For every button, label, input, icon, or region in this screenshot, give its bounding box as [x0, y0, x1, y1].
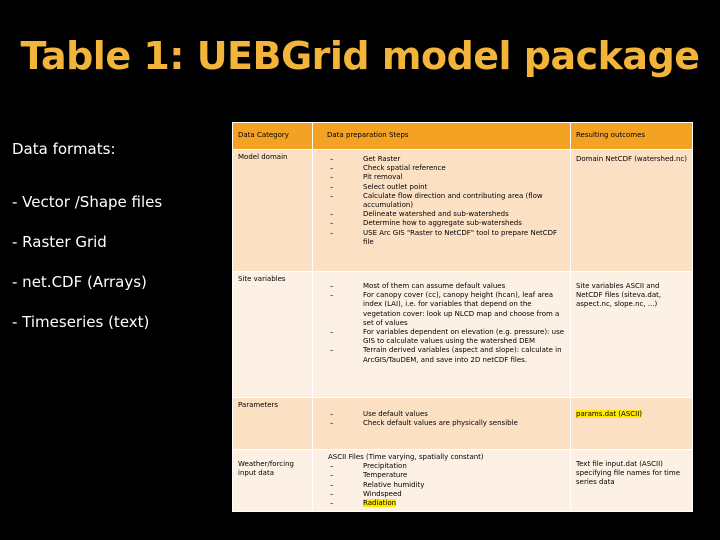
outcome-cell	[571, 398, 693, 450]
outcome-cell: Domain NetCDF (watershed.nc)	[571, 150, 693, 272]
list-item: – Terrain derived variables (aspect and slope): calculate in ArcGIS/TauDEM, and save into 2D netCDF files.	[318, 346, 565, 364]
list-item: – Use default values	[318, 410, 565, 419]
steps-cell	[313, 450, 571, 512]
data-formats-list	[12, 193, 227, 353]
category-cell: Model domain	[233, 150, 313, 272]
list-item: – Delineate watershed and sub-watersheds	[318, 210, 565, 219]
category-cell: Parameters	[233, 398, 313, 450]
header-data-category: Data Category	[233, 123, 313, 150]
params-file-highlight: params.dat (ASCII)	[576, 410, 643, 418]
format-item-raster: - Raster Grid	[12, 233, 107, 251]
list-item: – Calculate flow direction and contributing area (flow accumulation)	[318, 192, 565, 210]
category-cell: Weather/forcing input data	[233, 450, 313, 512]
outcome-cell: Text file input.dat (ASCII) specifying file names for time series data	[571, 450, 693, 512]
list-item: – For variables dependent on elevation (e.g. pressure): use GIS to calculate values using the watershed DEM	[318, 328, 565, 346]
category-cell: Site variables	[233, 272, 313, 398]
list-item	[318, 499, 565, 508]
list-item: – For canopy cover (cc), canopy height (hcan), leaf area index (LAI), i.e. for variables that depend on the vegetation cover: look up NLCD map and choose from a set of values	[318, 291, 565, 328]
list-item: – Most of them can assume default values	[318, 282, 565, 291]
outcome-cell: Site variables ASCII and NetCDF files (siteva.dat, aspect.nc, slope.nc, ...)	[571, 272, 693, 398]
table-header-row	[233, 123, 693, 150]
list-item: – Check default values are physically sensible	[318, 419, 565, 428]
table-row	[233, 272, 693, 398]
data-formats-heading: Data formats:	[12, 140, 116, 158]
format-item-vector: - Vector /Shape files	[12, 193, 163, 211]
list-item: – Precipitation	[318, 462, 565, 471]
header-preparation-steps: Data preparation Steps	[313, 123, 571, 150]
table-row	[233, 450, 693, 512]
list-item: – Determine how to aggregate sub-watersheds	[318, 219, 565, 228]
steps-cell	[313, 398, 571, 450]
steps-list	[318, 462, 565, 508]
list-item: – Get Raster	[318, 155, 565, 164]
format-item-timeseries: - Timeseries (text)	[12, 313, 150, 331]
steps-list	[318, 282, 565, 365]
steps-list	[318, 155, 565, 247]
list-item: – USE Arc GIS "Raster to NetCDF" tool to prepare NetCDF file	[318, 229, 565, 247]
list-item: – Select outlet point	[318, 183, 565, 192]
header-resulting-outcomes: Resulting outcomes	[571, 123, 693, 150]
list-item: – Windspeed	[318, 490, 565, 499]
steps-cell	[313, 272, 571, 398]
steps-list	[318, 410, 565, 428]
title-bar	[0, 0, 720, 112]
model-package-table	[232, 122, 693, 512]
list-item: – Pit removal	[318, 173, 565, 182]
list-item: – Temperature	[318, 471, 565, 480]
list-item: – Relative humidity	[318, 481, 565, 490]
format-item-netcdf: - net.CDF (Arrays)	[12, 273, 147, 291]
steps-intro: ASCII Files (Time varying, spatially constant)	[328, 453, 484, 461]
table-row	[233, 398, 693, 450]
slide-title: Table 1: UEBGrid model package	[20, 34, 700, 78]
data-formats-panel	[12, 140, 227, 353]
list-item: – Check spatial reference	[318, 164, 565, 173]
steps-cell	[313, 150, 571, 272]
table-row	[233, 150, 693, 272]
radiation-highlight: Radiation	[363, 499, 397, 508]
